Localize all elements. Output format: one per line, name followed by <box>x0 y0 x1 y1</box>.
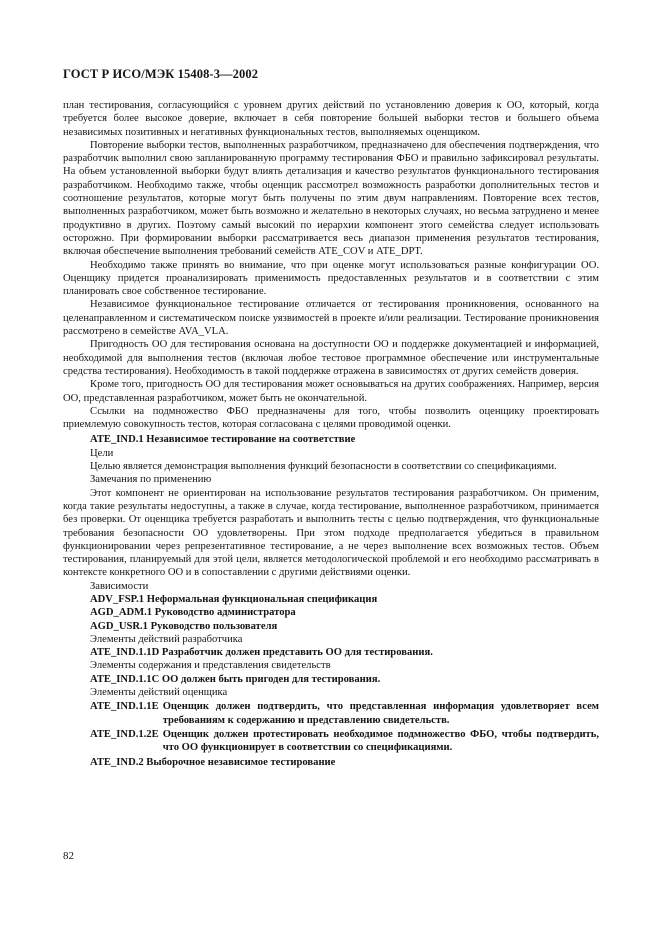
element-code: ATE_IND.1.1E <box>90 701 159 713</box>
paragraph: Повторение выборки тестов, выполненных разработчиком, предназначено для обеспечения подтверждения, что разработчик выполнил свою запланированную программу тестирования ФБО и правильно зафиксировал результаты. На объем установленной выборки будут влиять детализация и качество результатов функционального тестирования разработчиком. Необходимо также, чтобы оценщик рассмотрел возможность разработки дополнительных тестов и соотношение результатов, которые могут быть получены по этим двум направлениям. Повторение всех тестов, выполненных разработчиком, может быть возможно и желательно в некоторых случаях, но весьма затруднено и менее продуктивно в других. Поэтому самый высокий по иерархии компонент этого семейства следует использовать осторожно. При формировании выборки рассматривается весь диапазон применения результатов тестирования, включая обеспечение выполнения требований семейств ATE_COV и ATE_DPT. <box>63 139 599 258</box>
section-label: Элементы действий разработчика <box>90 633 243 645</box>
section-label: Элементы содержания и представления свидетельств <box>90 660 331 672</box>
section-label: Зависимости <box>90 580 149 592</box>
document-body <box>63 99 599 769</box>
element-text: Оценщик должен подтвердить, что представленная информация удовлетворяет всем требованиям к содержанию и представлению свидетельств. <box>162 701 599 726</box>
paragraph: Пригодность ОО для тестирования основана на доступности ОО и поддержке документацией и информацией, необходимой для выполнения тестов (включая любое тестовое программное обеспечение или инструментальные средства тестирования). Необходимость в такой поддержке отражена в зависимостях от других семейств доверия. <box>63 339 599 377</box>
section-label: Замечания по применению <box>90 474 212 486</box>
evaluator-element <box>63 700 599 727</box>
objectives-text: Целью является демонстрация выполнения функций безопасности в соответствии со спецификациями. <box>90 461 557 473</box>
paragraph: Необходимо также принять во внимание, что при оценке могут использоваться разные конфигурации ОО. Оценщику придется проанализировать применимость предоставленных результатов и в соответствии с этим планировать свое собственное тестирование. <box>63 259 599 298</box>
component-title: ATE_IND.1 Независимое тестирование на соответствие <box>90 434 356 446</box>
dependency-item: AGD_USR.1 Руководство пользователя <box>90 620 278 632</box>
paragraph: Кроме того, пригодность ОО для тестирования может основываться на других соображениях. Например, версия ОО, представленная разработчиком, может быть не окончательной. <box>63 379 599 404</box>
dependency-item: AGD_ADM.1 Руководство администратора <box>90 607 296 619</box>
evaluator-element <box>63 728 599 755</box>
paragraph: Независимое функциональное тестирование отличается от тестирования проникновения, основанного на целенаправленном и систематическом поиске уязвимостей в проекте и/или реализации. Тестирование проникновения рассмотрено в семействе AVA_VLA. <box>63 299 599 338</box>
component-title: ATE_IND.2 Выборочное независимое тестирование <box>90 756 336 768</box>
section-label: Цели <box>90 447 114 459</box>
document-header: ГОСТ Р ИСО/МЭК 15408-3—2002 <box>63 67 259 81</box>
element-code: ATE_IND.1.2E <box>90 728 159 740</box>
application-notes-text: Этот компонент не ориентирован на использование результатов тестирования разработчиком. Он применим, когда такие результаты недоступны, а также в случае, когда тестирование, выполненное разработчиком, принимается без проверки. От оценщика требуется разработать и выполнить тесты с целью подтверждения, что функциональные требования безопасности ОО удовлетворены. При этом подходе предполагается убедиться в правильном функционировании через репрезентативное тестирование, а не через выполнение всех возможных тестов. Объем тестирования, планируемый для этой цели, является методологической проблемой и его необходимо рассматривать в контексте конкретного ОО и в сопоставлении с другими действиями оценки. <box>63 487 599 579</box>
element-text: Оценщик должен протестировать необходимое подмножество ФБО, чтобы подтвердить, что ОО функционирует в соответствии со спецификациями. <box>162 728 599 754</box>
developer-element: ATE_IND.1.1D Разработчик должен представить ОО для тестирования. <box>90 647 433 659</box>
paragraph: план тестирования, согласующийся с уровнем других действий по установлению доверия к ОО, который, когда требуется более высокое доверие, включает в себя повторение большей выборки тестов и большего объема независимых позитивных и негативных функциональных тестов, выполняемых оценщиком. <box>63 100 599 138</box>
section-label: Элементы действий оценщика <box>90 687 228 699</box>
content-element: ATE_IND.1.1C ОО должен быть пригоден для тестирования. <box>90 673 381 685</box>
dependency-item: ADV_FSP.1 Неформальная функциональная спецификация <box>90 593 378 605</box>
paragraph: Ссылки на подмножество ФБО предназначены для того, чтобы позволить оценщику проектировать приемлемую совокупность тестов, которая согласована с целями проводимой оценки. <box>63 405 599 431</box>
page-number: 82 <box>63 850 74 862</box>
